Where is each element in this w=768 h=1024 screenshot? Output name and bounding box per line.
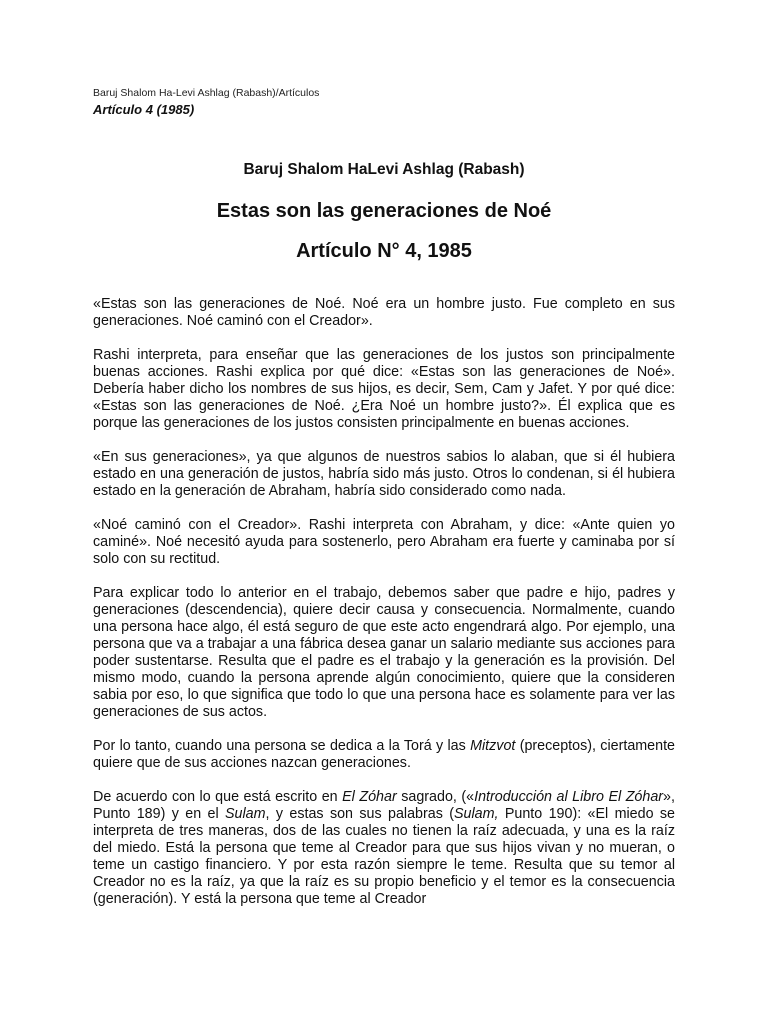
paragraph-7 xyxy=(93,789,675,908)
paragraph-5: Para explicar todo lo anterior en el trabajo, debemos saber que padre e hijo, padres y generaciones (descendencia), quiere decir causa y consecuencia. Normalmente, cuando una persona hace algo, él está seguro de que este acto engendrará algo. Por ejemplo, una persona que va a trabajar a una fábrica desea ganar un salario mediante sus acciones para poder sustentarse. Resulta que el padre es el trabajo y la generación es la provisión. Del mismo modo, cuando la persona aprende algún conocimiento, quiere que la consideren sabia por eso, lo que significa que todo lo que una persona hace es solamente para ver las generaciones de sus actos. xyxy=(93,585,675,720)
paragraph-4: «Noé caminó con el Creador». Rashi interpreta con Abraham, y dice: «Ante quien yo caminé». Noé necesitó ayuda para sostenerlo, pero Abraham era fuerte y caminaba por sí solo con su rectitud. xyxy=(93,517,675,567)
header-path: Baruj Shalom Ha-Levi Ashlag (Rabash)/Artículos xyxy=(93,87,320,99)
paragraph-7-sulam-ref: Sulam, xyxy=(453,806,499,822)
paragraph-7-intro-book: Introducción al Libro El Zóhar xyxy=(474,789,664,805)
paragraph-2: Rashi interpreta, para enseñar que las generaciones de los justos son principalmente buenas acciones. Rashi explica por qué dice: «Estas son las generaciones de Noé». Debería haber dicho los nombres de sus hijos, es decir, Sem, Cam y Jafet. Y por qué dice: «Estas son las generaciones de Noé. ¿Era Noé un hombre justo?». Él explica que es porque las generaciones de los justos consisten principalmente en buenas acciones. xyxy=(93,347,675,431)
paragraph-7-sulam: Sulam xyxy=(225,806,266,822)
header-article: Artículo 4 (1985) xyxy=(93,102,195,117)
author-heading: Baruj Shalom HaLevi Ashlag (Rabash) xyxy=(243,161,525,178)
paragraph-7-text-c: sagrado, (« xyxy=(396,789,475,805)
page-title: Estas son las generaciones de Noé xyxy=(216,200,552,222)
paragraph-7-text-g: , y estas son sus palabras ( xyxy=(265,806,454,822)
paragraph-7-zohar: El Zóhar xyxy=(342,789,397,805)
page-subtitle: Artículo N° 4, 1985 xyxy=(296,240,472,262)
paragraph-3: «En sus generaciones», ya que algunos de nuestros sabios lo alaban, que si él hubiera estado en una generación de justos, habría sido más justo. Otros lo condenan, si él hubiera estado en la generación de Abraham, habría sido considerado como nada. xyxy=(93,449,675,499)
paragraph-7-text-e: », Punto 189) y en el xyxy=(93,789,675,822)
paragraph-6-mitzvot: Mitzvot xyxy=(470,738,516,754)
paragraph-6 xyxy=(93,738,675,772)
paragraph-6-text-a: Por lo tanto, cuando una persona se dedica a la Torá y las xyxy=(93,738,471,754)
paragraph-6-text-c: (preceptos), ciertamente quiere que de sus acciones nazcan generaciones. xyxy=(93,738,676,771)
paragraph-7-text-i: Punto 190): «El miedo se interpreta de tres maneras, dos de las cuales no tienen la raíz adecuada, y una es la raíz del miedo. Está la persona que teme al Creador para que sus hijos vivan y no mueran, o teme un castigo financiero. Y por esta razón siempre le teme. Resulta que su temor al Creador no es la raíz, ya que la raíz es su propio beneficio y el temor es la consecuencia (generación). Y está la persona que teme al Creador xyxy=(93,806,675,907)
article-body xyxy=(93,296,675,925)
paragraph-1: «Estas son las generaciones de Noé. Noé era un hombre justo. Fue completo en sus generaciones. Noé caminó con el Creador». xyxy=(93,296,675,329)
paragraph-7-text-a: De acuerdo con lo que está escrito en xyxy=(93,789,343,805)
